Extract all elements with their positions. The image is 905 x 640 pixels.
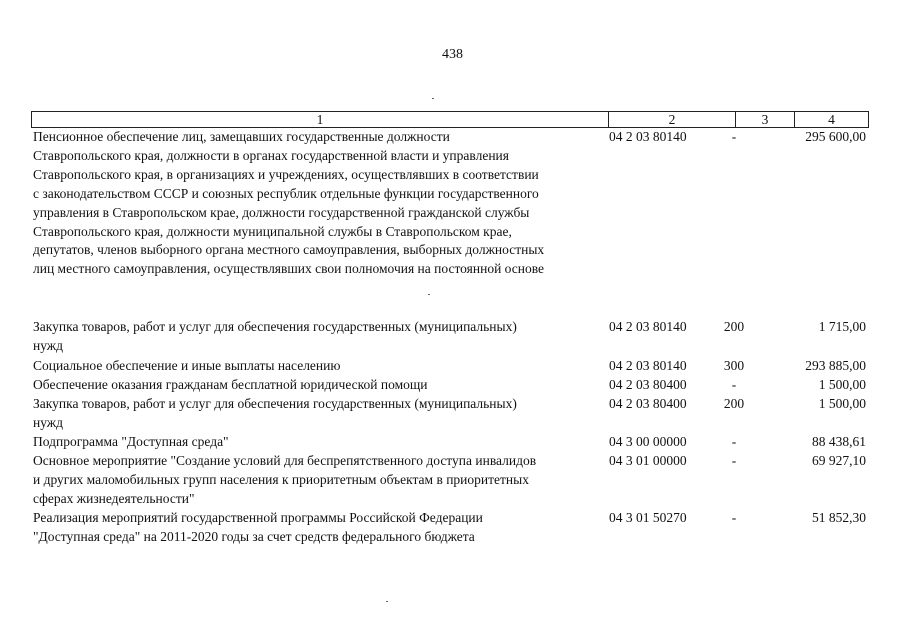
header-col-4: 4 [794, 112, 868, 127]
row-name: Социальное обеспечение и иные выплаты населению [33, 358, 341, 373]
row-type: - [731, 377, 737, 392]
page-number: 438 [442, 47, 463, 62]
row-type: - [731, 129, 737, 144]
scan-speck [432, 98, 434, 99]
row-name: Основное мероприятие "Создание условий для беспрепятственного доступа инвалидов и других маломобильных групп населения к приоритетным объектам в приоритетных сферах жизнедеятельности" [33, 453, 537, 506]
row-amount: 88 438,61 [812, 434, 866, 449]
row-code: 04 2 03 80140 [609, 358, 687, 373]
row-amount: 1 500,00 [818, 396, 866, 411]
row-code: 04 3 01 50270 [609, 510, 687, 525]
row-code: 04 2 03 80400 [609, 396, 687, 411]
row-code: 04 2 03 80400 [609, 377, 687, 392]
row-amount: 293 885,00 [805, 358, 866, 373]
row-type: 300 [723, 358, 745, 373]
row-amount: 51 852,30 [812, 510, 866, 525]
row-code: 04 2 03 80140 [609, 319, 687, 334]
header-col-2: 2 [608, 112, 735, 127]
row-name: Закупка товаров, работ и услуг для обеспечения государственных (муниципальных) нужд [33, 396, 517, 430]
row-amount: 1 500,00 [818, 377, 866, 392]
row-amount: 1 715,00 [818, 319, 866, 334]
row-name: Обеспечение оказания гражданам бесплатной юридической помощи [33, 377, 428, 392]
row-type: - [731, 453, 737, 468]
row-name: Закупка товаров, работ и услуг для обеспечения государственных (муниципальных) нужд [33, 319, 517, 353]
row-code: 04 3 01 00000 [609, 453, 687, 468]
row-type: 200 [723, 319, 745, 334]
scan-speck [386, 601, 388, 602]
row-type: - [731, 510, 737, 525]
row-code: 04 2 03 80140 [609, 129, 687, 144]
scan-speck [428, 294, 430, 295]
row-amount: 295 600,00 [805, 129, 866, 144]
row-type: - [731, 434, 737, 449]
header-col-1: 1 [316, 112, 324, 127]
table-header-row [31, 111, 869, 128]
header-col-3: 3 [735, 112, 794, 127]
row-code: 04 3 00 00000 [609, 434, 687, 449]
row-type: 200 [723, 396, 745, 411]
row-name: Пенсионное обеспечение лиц, замещавших государственные должности Ставропольского края, должности в органах государственной власти и управления Ставропольского края, в организациях и учреждениях, осуществлявших в соответствии с законодательством СССР и союзных республик отдельные функции государственного управления в Ставропольском крае, должности государственной гражданской службы Ставропольского края, должности муниципальной службы в Ставропольском крае, депутатов, членов выборного органа местного самоуправления, выборных должностных лиц местного самоуправления, осуществлявших свои полномочия на постоянной основе [33, 129, 545, 277]
row-name: Подпрограмма "Доступная среда" [33, 434, 229, 449]
row-amount: 69 927,10 [812, 453, 866, 468]
row-name: Реализация мероприятий государственной программы Российской Федерации "Доступная среда" на 2011-2020 годы за счет средств федерального бюджета [33, 510, 483, 544]
